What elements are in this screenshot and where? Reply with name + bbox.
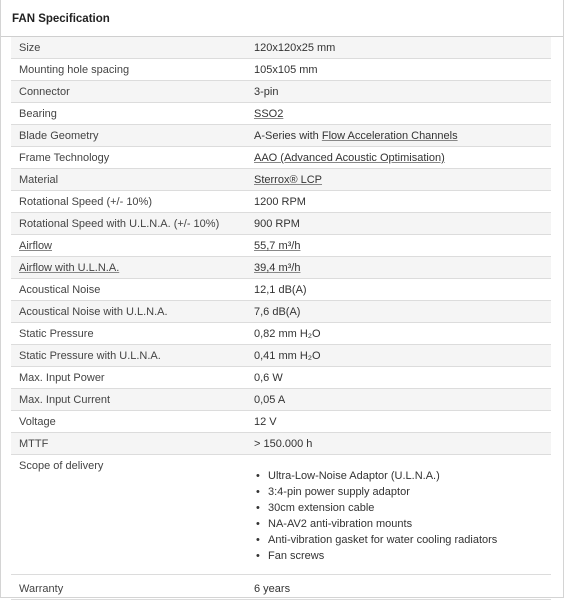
spec-row-connector: [11, 81, 551, 103]
spec-label: Max. Input Power: [19, 372, 105, 384]
spec-label: Frame Technology: [19, 152, 110, 164]
sterrox-link[interactable]: Sterrox® LCP: [254, 174, 323, 186]
spec-row-airflow-ulna: [11, 257, 551, 279]
spec-value: 12,1 dB(A): [254, 284, 307, 296]
spec-label: Static Pressure: [19, 328, 94, 340]
spec-row-material: [11, 169, 551, 191]
spec-row-speed-ulna: [11, 213, 551, 235]
spec-value: 105x105 mm: [254, 64, 318, 76]
airflow-ulna-link[interactable]: Airflow with U.L.N.A.: [19, 262, 120, 274]
spec-value: 0,41 mm H₂O: [254, 350, 321, 362]
list-item: • NA-AV2 anti-vibration mounts: [254, 516, 497, 532]
spec-label: Scope of delivery: [19, 460, 104, 472]
spec-label: Material: [19, 174, 59, 186]
airflow-link[interactable]: Airflow: [19, 240, 53, 252]
spec-value: 7,6 dB(A): [254, 306, 301, 318]
spec-label: Voltage: [19, 416, 56, 428]
spec-value: 0,82 mm H₂O: [254, 328, 321, 340]
spec-value: 6 years: [254, 583, 291, 595]
spec-label: Bearing: [19, 108, 57, 120]
scope-list: [254, 458, 497, 564]
spec-label: Acoustical Noise: [19, 284, 101, 296]
spec-value: 0,6 W: [254, 372, 283, 384]
spec-row-blade: [11, 125, 551, 147]
spec-value: 55,7 m³/h: [254, 240, 301, 252]
spec-row-scope: [11, 455, 551, 575]
spec-value: 3-pin: [254, 86, 279, 98]
spec-value: 39,4 m³/h: [254, 262, 301, 274]
spec-label: Mounting hole spacing: [19, 64, 130, 76]
flow-channels-link[interactable]: Flow Acceleration Channels: [321, 130, 458, 142]
spec-label: Acoustical Noise with U.L.N.A.: [19, 306, 168, 318]
spec-row-frame: [11, 147, 551, 169]
spec-row-warranty: [11, 578, 551, 600]
spec-value: 900 RPM: [254, 218, 300, 230]
spec-label: Max. Input Current: [19, 394, 111, 406]
spec-header: [1, 0, 563, 37]
spec-label: Blade Geometry: [19, 130, 99, 142]
spec-label: MTTF: [19, 438, 49, 450]
spec-label: Rotational Speed (+/- 10%): [19, 196, 152, 208]
spec-label: Rotational Speed with U.L.N.A. (+/- 10%): [19, 218, 220, 230]
spec-row-voltage: [11, 411, 551, 433]
spec-row-mttf: [11, 433, 551, 455]
spec-value: [254, 130, 458, 142]
spec-row-mounting: [11, 59, 551, 81]
list-item: • Ultra-Low-Noise Adaptor (U.L.N.A.): [254, 468, 497, 484]
spec-value: 1200 RPM: [254, 196, 306, 208]
spec-label: Warranty: [19, 583, 64, 595]
spec-row-speed: [11, 191, 551, 213]
spec-row-pressure-ulna: [11, 345, 551, 367]
spec-label: Connector: [19, 86, 70, 98]
spec-value: 0,05 A: [254, 394, 286, 406]
blade-prefix: A-Series with: [254, 130, 322, 142]
list-item: • Fan screws: [254, 548, 497, 564]
spec-row-bearing: [11, 103, 551, 125]
spec-title: FAN Specification: [12, 13, 110, 25]
list-item: • 3:4-pin power supply adaptor: [254, 484, 497, 500]
spec-row-airflow: [11, 235, 551, 257]
spec-value: 12 V: [254, 416, 277, 428]
bearing-link[interactable]: SSO2: [254, 108, 284, 120]
list-item: • Anti-vibration gasket for water cooling radiators: [254, 532, 497, 548]
spec-row-power: [11, 367, 551, 389]
aao-link[interactable]: AAO (Advanced Acoustic Optimisation): [254, 152, 445, 164]
spec-value: 120x120x25 mm: [254, 42, 336, 54]
spec-row-noise: [11, 279, 551, 301]
spec-row-pressure: [11, 323, 551, 345]
spec-value: > 150.000 h: [254, 438, 313, 450]
spec-label: Size: [19, 42, 41, 54]
list-item: • 30cm extension cable: [254, 500, 497, 516]
spec-row-size: [11, 37, 551, 59]
spec-label: Static Pressure with U.L.N.A.: [19, 350, 161, 362]
spec-row-noise-ulna: [11, 301, 551, 323]
spec-row-current: [11, 389, 551, 411]
